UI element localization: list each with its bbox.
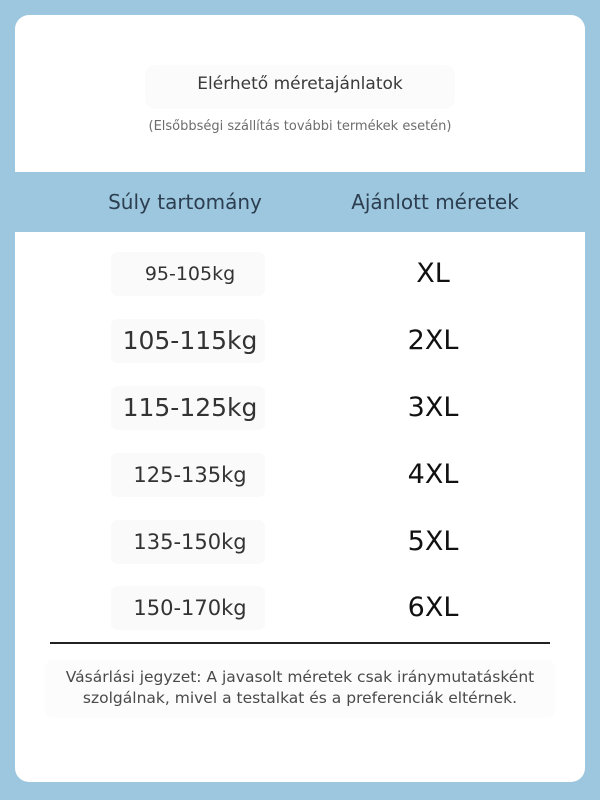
recommended-size: 2XL bbox=[407, 325, 459, 356]
chart-subtitle: (Elsőbbségi szállítás további termékek esetén) bbox=[148, 119, 452, 134]
purchase-note-line-2: szolgálnak, mivel a testalkat és a preferenciák eltérnek. bbox=[82, 689, 518, 707]
weight-column-header: Súly tartomány bbox=[108, 190, 262, 214]
size-column-header: Ajánlott méretek bbox=[351, 190, 519, 214]
size-chart-card bbox=[15, 15, 585, 782]
weight-range: 105-115kg bbox=[122, 326, 258, 355]
recommended-size: XL bbox=[416, 258, 450, 289]
table-row bbox=[15, 378, 585, 438]
weight-range: 135-150kg bbox=[133, 530, 247, 554]
weight-range: 115-125kg bbox=[122, 393, 258, 422]
purchase-note-line-1: Vásárlási jegyzet: A javasolt méretek csak iránymutatásként bbox=[65, 668, 535, 686]
table-row bbox=[15, 445, 585, 505]
table-header bbox=[15, 172, 585, 232]
recommended-size: 5XL bbox=[407, 526, 459, 557]
purchase-note bbox=[35, 667, 565, 709]
table-row bbox=[15, 244, 585, 304]
recommended-size: 3XL bbox=[407, 392, 459, 423]
weight-range: 150-170kg bbox=[133, 596, 247, 620]
recommended-size: 6XL bbox=[407, 592, 459, 623]
table-row bbox=[15, 578, 585, 638]
weight-range: 95-105kg bbox=[144, 263, 236, 285]
weight-range: 125-135kg bbox=[133, 463, 247, 487]
table-row bbox=[15, 512, 585, 572]
divider bbox=[50, 642, 550, 644]
table-row bbox=[15, 311, 585, 371]
chart-title: Elérhető méretajánlatok bbox=[197, 74, 403, 94]
recommended-size: 4XL bbox=[407, 459, 459, 490]
